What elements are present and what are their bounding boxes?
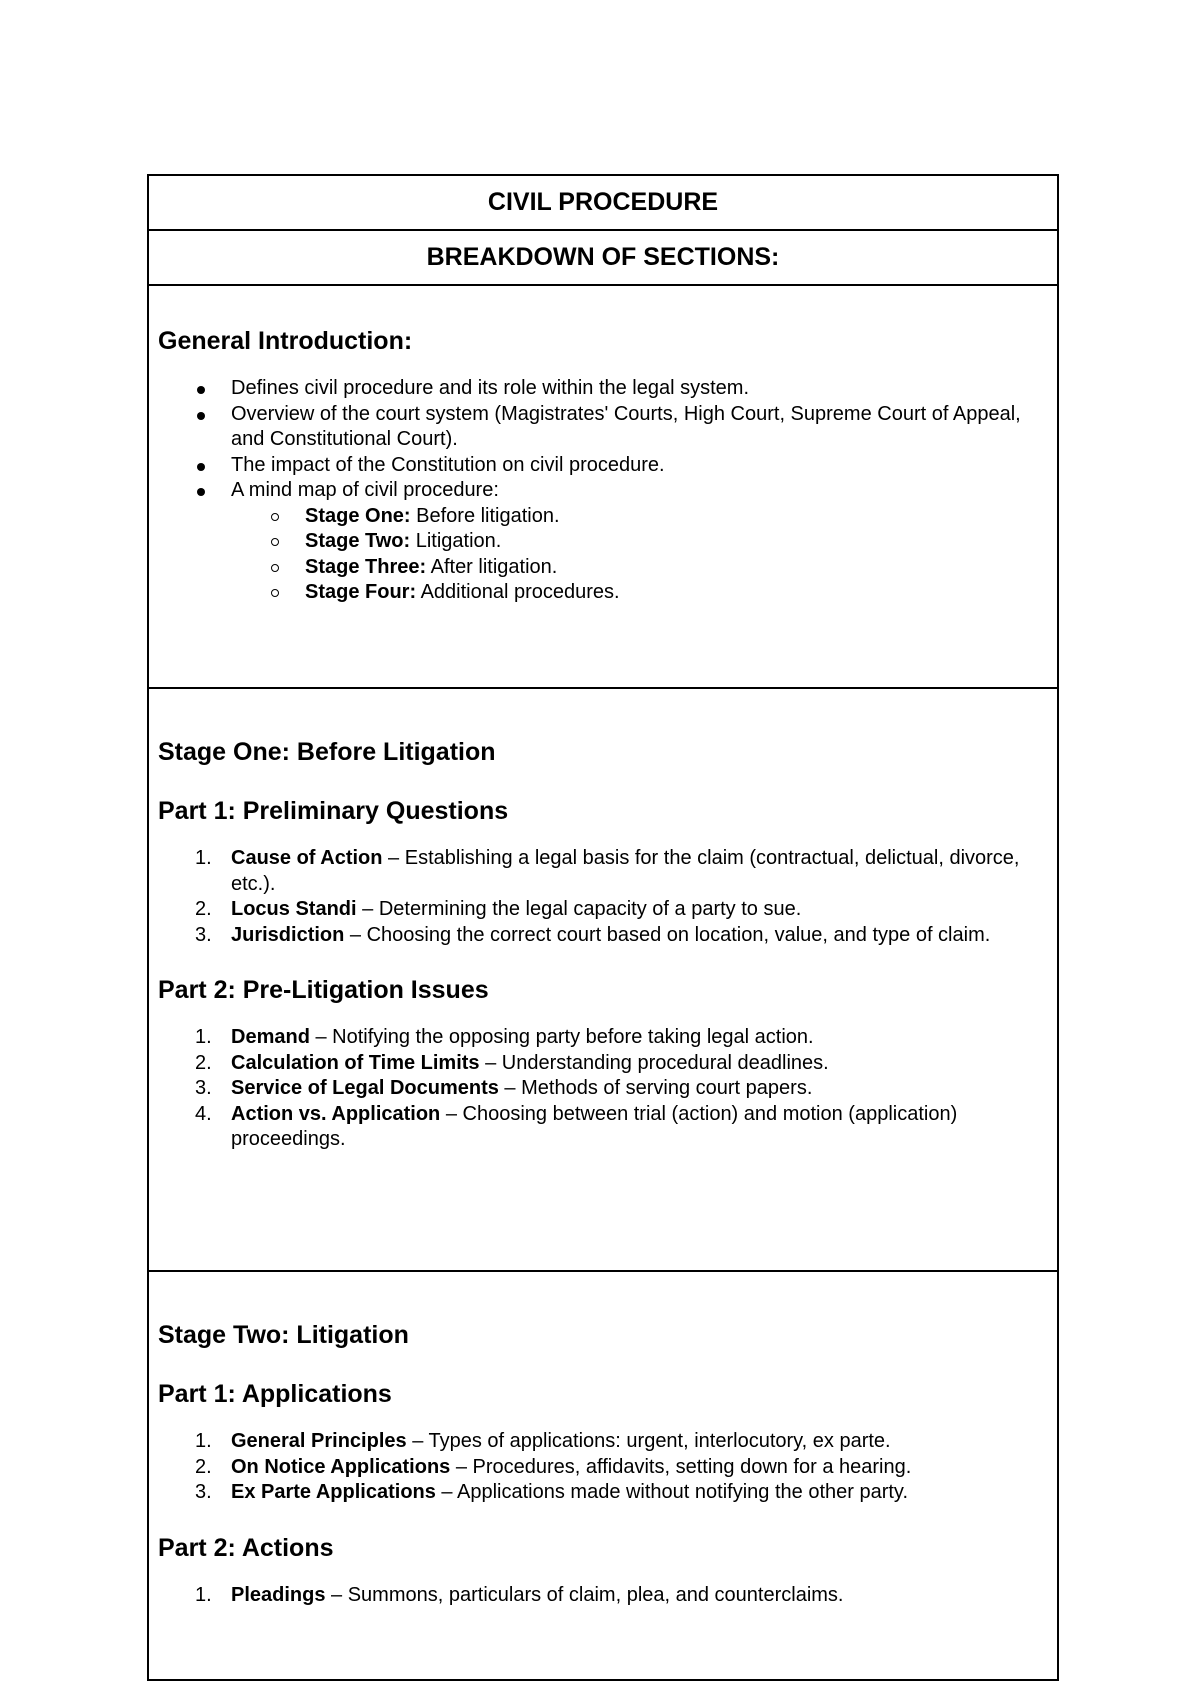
item-term: Service of Legal Documents: [231, 1077, 499, 1099]
stage-label: Stage One:: [305, 504, 411, 527]
list-item: [158, 1076, 1057, 1102]
item-term: Pleadings: [231, 1583, 326, 1606]
item-number: 2.: [195, 1455, 212, 1478]
stage-text: After litigation.: [426, 555, 558, 578]
list-item: [158, 897, 1057, 923]
part-heading: Part 2: Actions: [158, 1533, 334, 1562]
document-title: CIVIL PROCEDURE: [149, 176, 1057, 231]
list-item: Defines civil procedure and its role within the legal system.: [158, 376, 1057, 402]
mind-map-stage-list: [158, 504, 1057, 606]
numbered-list: [158, 1583, 1057, 1609]
numbered-list: [158, 1025, 1057, 1153]
list-item: [158, 1025, 1057, 1051]
stage-two-section: [149, 1320, 1057, 1679]
item-term: General Principles: [231, 1430, 407, 1452]
item-number: 1.: [195, 1430, 212, 1452]
intro-bullet-list: [158, 376, 1057, 504]
item-term: Jurisdiction: [231, 923, 345, 946]
stage-heading: Stage Two: Litigation: [158, 1321, 409, 1349]
item-description: – Understanding procedural deadlines.: [479, 1051, 829, 1074]
list-item: The impact of the Constitution on civil procedure.: [158, 453, 1057, 479]
item-description: – Establishing a legal basis for the claim (contractual, delictual, divorce, etc.).: [231, 847, 1020, 895]
list-item: [158, 846, 1057, 897]
item-description: – Choosing between trial (action) and motion (application) proceedings.: [231, 1102, 958, 1150]
stage-text: Litigation.: [410, 530, 502, 552]
list-item: [158, 923, 1057, 949]
item-term: On Notice Applications: [231, 1455, 451, 1478]
item-description: – Notifying the opposing party before taking legal action.: [309, 1026, 814, 1048]
item-term: Demand: [231, 1026, 310, 1048]
item-description: – Choosing the correct court based on location, value, and type of claim.: [344, 923, 991, 946]
list-item: [158, 504, 1057, 530]
item-description: – Applications made without notifying the other party.: [435, 1481, 909, 1503]
stage-label: Stage Four:: [305, 581, 417, 603]
item-term: Locus Standi: [231, 898, 357, 920]
stage-heading: Stage One: Before Litigation: [158, 738, 496, 766]
item-description: – Methods of serving court papers.: [498, 1077, 813, 1099]
item-number: 1.: [195, 847, 212, 869]
item-number: 3.: [195, 1481, 212, 1503]
stage-text: Additional procedures.: [416, 581, 620, 603]
stage-text: Before litigation.: [410, 504, 560, 527]
general-introduction-section: [149, 326, 1057, 689]
list-item: [158, 1583, 1057, 1609]
item-number: 3.: [195, 923, 212, 946]
stage-label: Stage Three:: [305, 555, 427, 578]
item-number: 3.: [195, 1077, 212, 1099]
part-heading: Part 2: Pre-Litigation Issues: [158, 976, 489, 1004]
list-item: [158, 1480, 1057, 1506]
item-number: 2.: [195, 1051, 212, 1074]
numbered-list: [158, 846, 1057, 948]
item-description: – Types of applications: urgent, interlocutory, ex parte.: [406, 1430, 891, 1452]
stage-label: Stage Two:: [305, 530, 411, 552]
numbered-list: [158, 1429, 1057, 1506]
item-term: Action vs. Application: [231, 1102, 441, 1125]
item-description: – Determining the legal capacity of a party to sue.: [356, 898, 802, 920]
section-heading: General Introduction:: [158, 327, 413, 355]
item-term: Cause of Action: [231, 847, 383, 869]
item-term: Ex Parte Applications: [231, 1481, 436, 1503]
item-description: – Summons, particulars of claim, plea, and counterclaims.: [325, 1583, 844, 1606]
item-number: 1.: [195, 1026, 212, 1048]
list-item: [158, 529, 1057, 555]
item-number: 4.: [195, 1102, 212, 1125]
part-heading: Part 1: Applications: [158, 1380, 392, 1408]
item-number: 2.: [195, 898, 212, 920]
list-item: [158, 1455, 1057, 1481]
part-heading: Part 1: Preliminary Questions: [158, 797, 509, 825]
document-subtitle: BREAKDOWN OF SECTIONS:: [149, 231, 1057, 286]
item-description: – Procedures, affidavits, setting down for a hearing.: [450, 1455, 912, 1478]
stage-one-section: [149, 737, 1057, 1272]
list-item: A mind map of civil procedure:: [158, 478, 1057, 504]
item-term: Calculation of Time Limits: [231, 1051, 480, 1074]
item-number: 1.: [195, 1583, 212, 1606]
list-item: [158, 1051, 1057, 1077]
list-item: [158, 1429, 1057, 1455]
outline-table: [147, 174, 1059, 1681]
list-item: [158, 580, 1057, 606]
list-item: Overview of the court system (Magistrates' Courts, High Court, Supreme Court of Appeal, and Constitutional Court).: [158, 402, 1057, 453]
list-item: [158, 555, 1057, 581]
list-item: [158, 1102, 1057, 1153]
